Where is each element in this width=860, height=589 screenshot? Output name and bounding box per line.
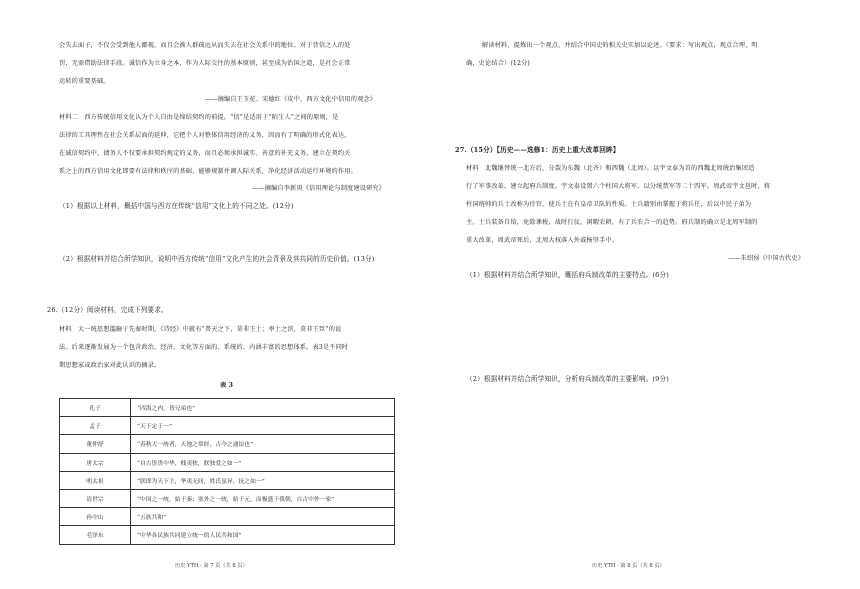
table-cell-name: 孟子 bbox=[60, 417, 131, 435]
question-25-2: （2）根据材料并结合所学知识，说明中西方传统“信用”文化产生的社会背景及其共同的历史价值。(13分) bbox=[59, 255, 375, 263]
q26-material-line-3: 期思想家或政治家对此认识的摘录。 bbox=[59, 362, 161, 369]
material2-source: ——摘编自李新庚《信用理论与制度建设研究》 bbox=[252, 185, 386, 192]
table-cell-name: 明太祖 bbox=[60, 471, 131, 489]
right-top-line-1: 解读材料，提炼出一个观点，并结合中国史的相关史实加以论述。（要求：写出观点，观点合理、明 bbox=[482, 42, 758, 49]
question-25-1: （1）根据以上材料，概括中国与西方在传统“信用”文化上的不同之处。(12分) bbox=[59, 202, 294, 210]
table-row bbox=[60, 435, 395, 453]
q27-material-line-4: 主。士兵装备自给，免除课税，战时打仗，闲暇农耕，有了兵农合一的趋势。府兵制的确立是北周军制的 bbox=[466, 219, 758, 226]
q27-material-line-1: 材料 北魏继替统一北方后，分裂为东魏（北齐）和西魏（北周）。以宇文泰为首的西魏北周统治集团适 bbox=[466, 165, 755, 172]
q27-material-line-3: 柱国统帅的兵士改称为侍官，使兵士在有皇帝卫队的性质。士兵籍别由掌握于将兵任，后以中民子弟为 bbox=[466, 201, 752, 208]
page-footer-left: 历史 YTH · 第 7 页（共 8 页） bbox=[175, 563, 248, 569]
material2-line-2: 法律的工具理性在社会关系层面的延伸，它把个人对整体信用经济的义务，因而有了明确的形式化表达， bbox=[59, 132, 351, 139]
q27-material-line-2: 行了军事改革，建立起府兵制度。宇文泰设置六个柱国大将军，以分统禁军等二十四军。周武帝宇文邕时，将 bbox=[466, 183, 771, 190]
right-page bbox=[430, 0, 860, 589]
right-top-line-2: 确，史论结合）(12分) bbox=[466, 60, 531, 67]
table-cell-name: 董仲舒 bbox=[60, 435, 131, 453]
table-cell-name: 清世宗 bbox=[60, 489, 131, 507]
table-cell-name: 唐太宗 bbox=[60, 453, 131, 471]
table-row bbox=[60, 417, 395, 435]
table-row bbox=[60, 471, 395, 489]
table-cell-name: 孙中山 bbox=[60, 508, 131, 526]
table-cell-quote: “五族共和” bbox=[131, 508, 395, 526]
question-26-title: 26.（12分）阅读材料，完成下列要求。 bbox=[47, 306, 168, 314]
material2-line-4: 系之上的西方信用文化即要有法律和秩序的基础，能够规制并调人际关系，净化经济活动运行环境的作用。 bbox=[59, 168, 357, 175]
question-27-2: （2）根据材料并结合所学知识，分析府兵制改革的主要影响。(9分) bbox=[466, 375, 669, 383]
table-cell-quote: “春秋大一统者，天地之常经，古今之通谊也” bbox=[131, 435, 395, 453]
thinkers-table bbox=[59, 398, 395, 545]
q26-material-line-2: 法。后来逐渐发展为一个包含政治、经济、文化等方面的、系统的、内涵丰富的思想体系。表3是不同时 bbox=[59, 344, 349, 351]
intro-line-2: 罚，无需借助法律手段。诚信作为立身之本，作为人际交往的基本原则，甚至成为治国之道，是社会正常 bbox=[59, 60, 351, 67]
table-row bbox=[60, 489, 395, 507]
table-cell-name: 毛泽东 bbox=[60, 526, 131, 544]
intro-line-3: 运转的重要基础。 bbox=[59, 78, 110, 85]
material2-line-1: 材料二 西方传统信用文化认为个人自由是缔结契约的前提。“信”是适用于“陌生人”之间的原则，是 bbox=[59, 114, 339, 121]
table-cell-name: 孔子 bbox=[60, 399, 131, 417]
table-cell-quote: “朕即为天下主，华夷无间，姓氏虽异，抚之如一” bbox=[131, 471, 395, 489]
table-cell-quote: “自古皆贵中华，贱夷狄，朕独爱之如一” bbox=[131, 453, 395, 471]
table-row bbox=[60, 508, 395, 526]
intro-line-1: 会失去面子，不仅会受到他人鄙视，而且会被人群疏远从而失去在社会关系中的地位。对于背信之人的处 bbox=[59, 42, 351, 49]
q27-material-line-5: 重大改革，周武帝死后，北周大权落入外戚杨坚手中。 bbox=[466, 237, 619, 244]
table-cell-quote: “天下定于一” bbox=[131, 417, 395, 435]
page-footer-right: 历史 YTH · 第 8 页（共 8 页） bbox=[592, 563, 665, 569]
table-cell-quote: “中华各民族共同建立统一的人民共和国” bbox=[131, 526, 395, 544]
question-27-title: 27.（15分）【历史——选修1：历史上重大改革回眸】 bbox=[455, 146, 620, 154]
table-row bbox=[60, 526, 395, 544]
table-cell-quote: “中国之一统，始于秦；塞外之一统，始于元，而极盛于我朝，自古中外一家” bbox=[131, 489, 395, 507]
table-row bbox=[60, 453, 395, 471]
question-27-1: （1）根据材料并结合所学知识，概括府兵制改革的主要特点。(6分) bbox=[466, 271, 669, 279]
q26-material-line-1: 材料 大一统思想滥觞于先秦时期，《诗经》中就有“普天之下，莫非王土；率土之滨，莫非王臣”的说 bbox=[59, 326, 342, 333]
table-cell-quote: “四海之内，皆兄弟也” bbox=[131, 399, 395, 417]
intro-source: ——摘编自王玉花、宋德红《皮中、西方文化中信用的观念》 bbox=[205, 96, 377, 103]
q27-source: ——朱绍侯《中国古代史》 bbox=[728, 255, 805, 262]
table-row bbox=[60, 399, 395, 417]
material2-line-3: 在诚信契约中，债务人不仅要承担契约规定的义务，而且必须承担诚实、善意的补充义务。建立在契约关 bbox=[59, 150, 351, 157]
table-title: 表 3 bbox=[220, 382, 234, 389]
